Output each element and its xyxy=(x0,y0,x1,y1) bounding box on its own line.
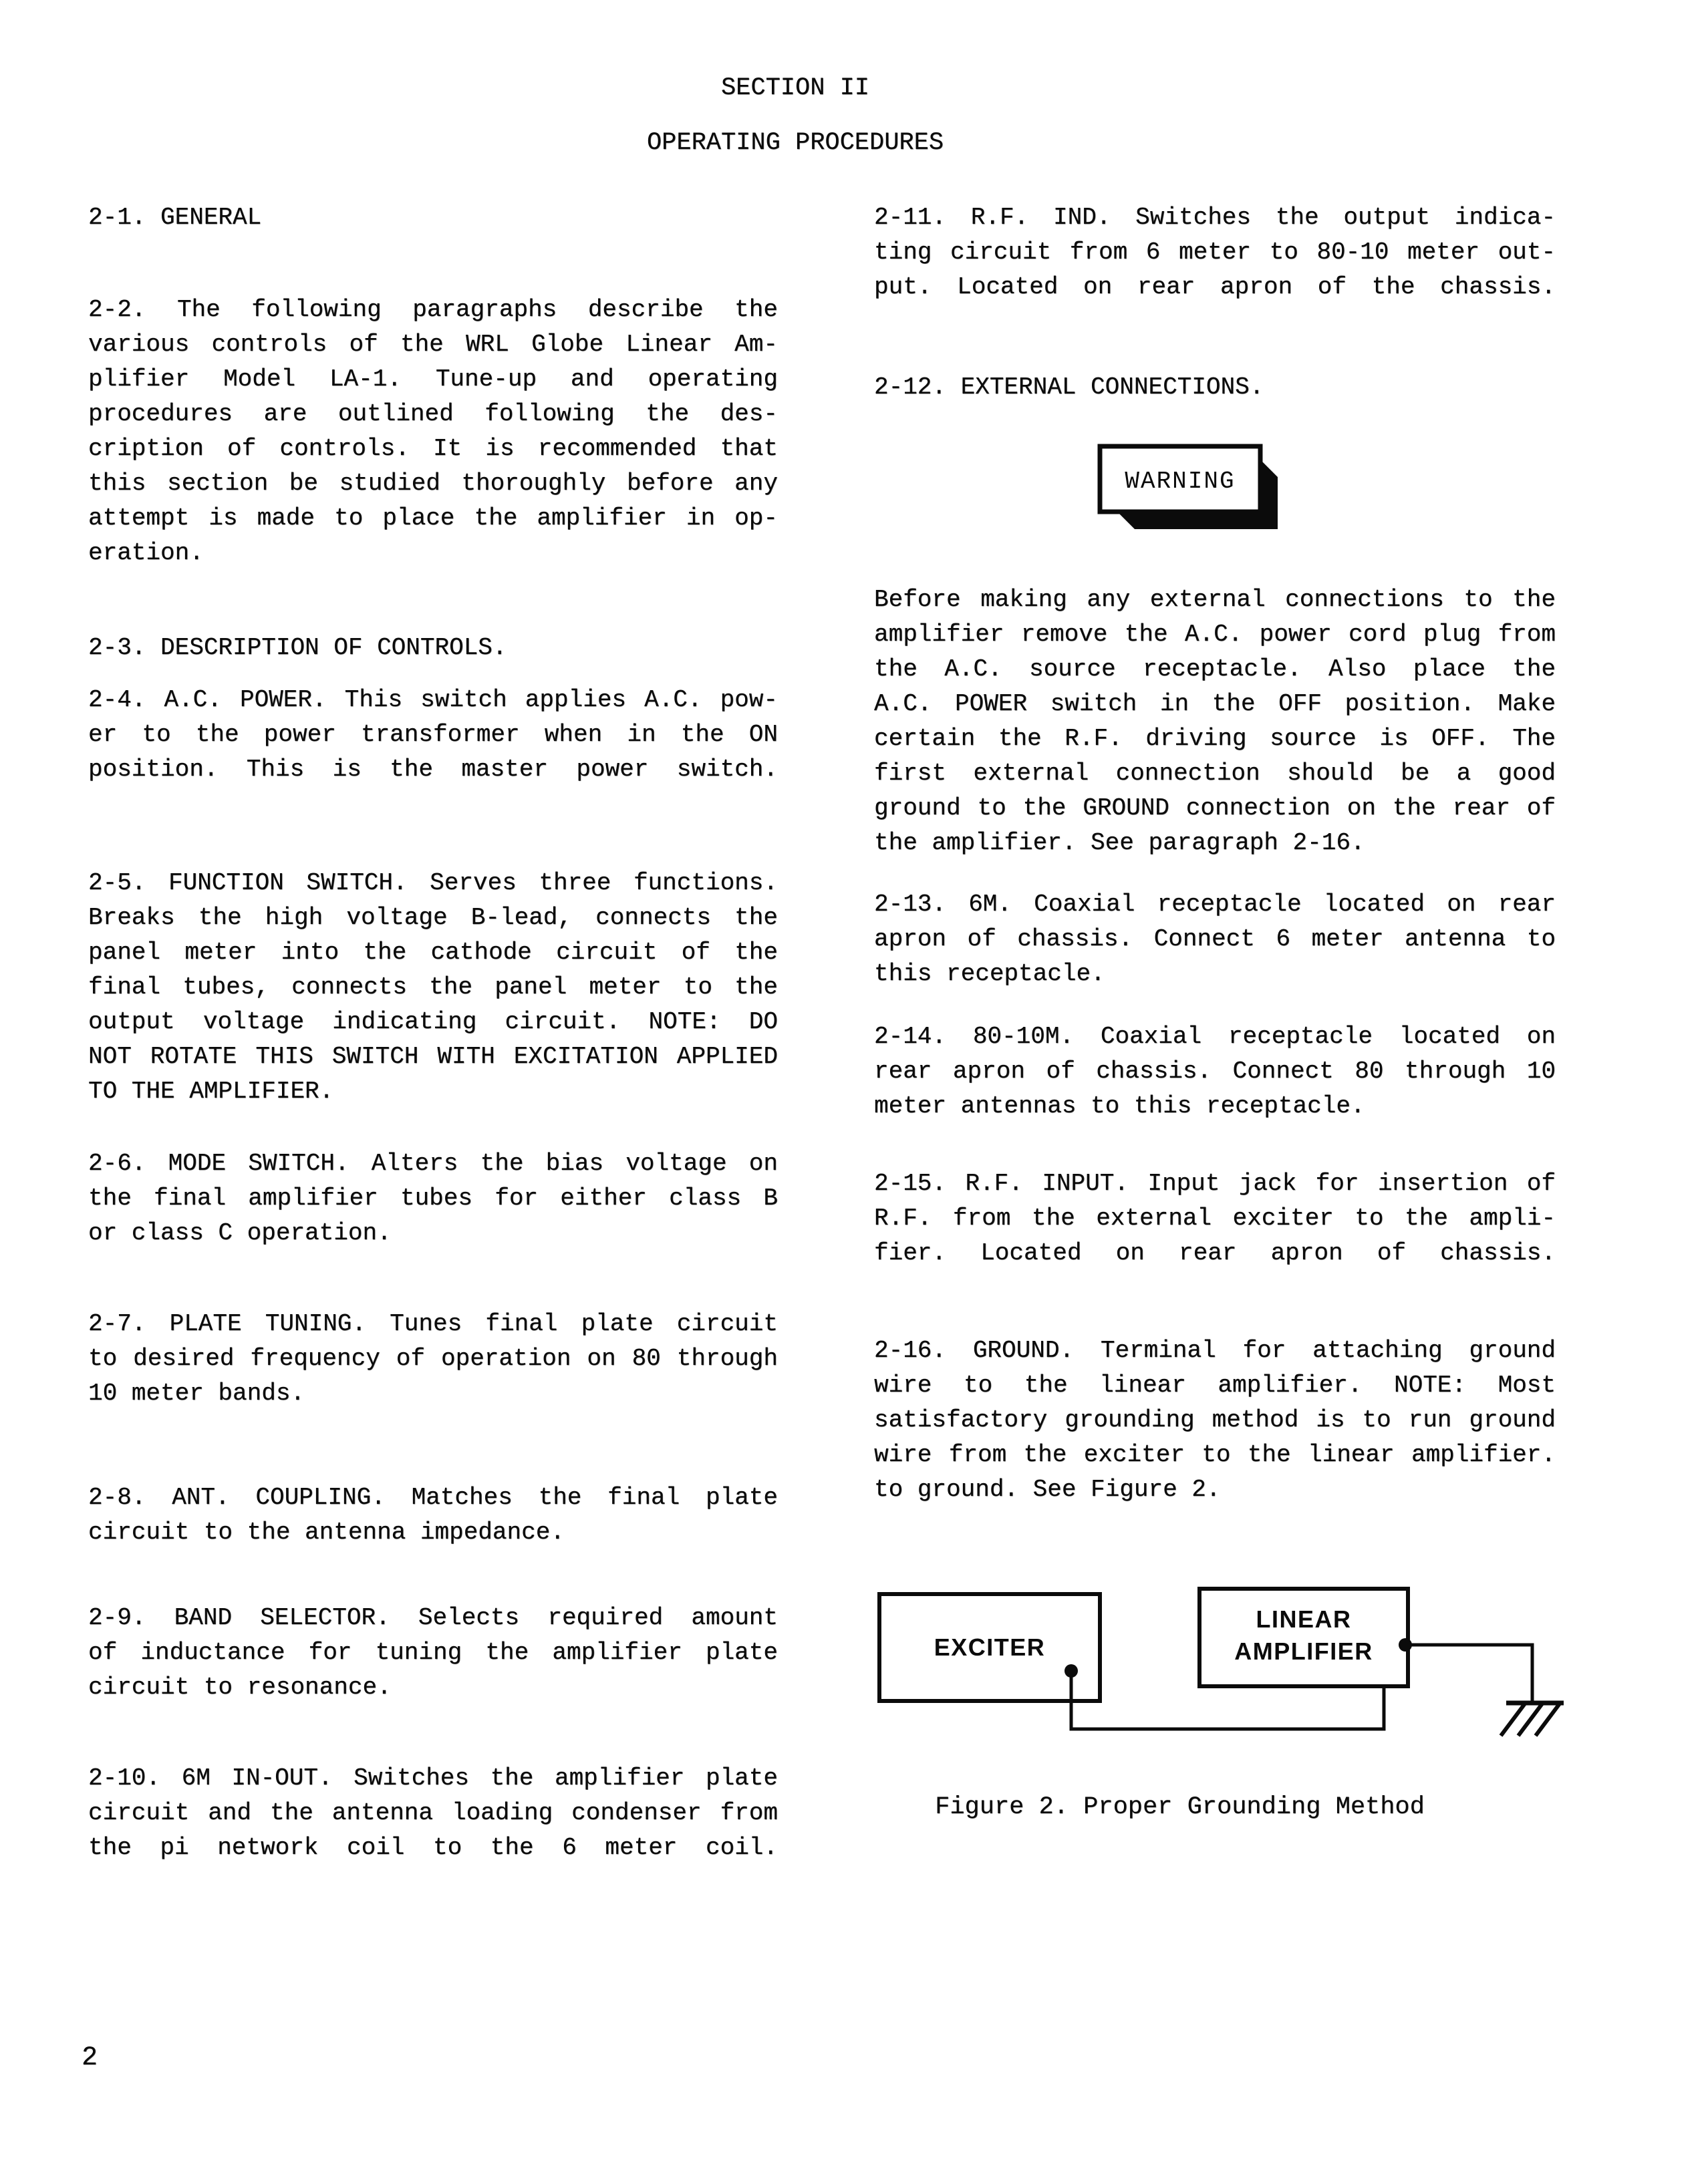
text-line: the amplifier. See paragraph 2-16. xyxy=(874,829,1365,856)
text-line: the final amplifier tubes for either class B xyxy=(88,1185,778,1212)
text-line: 2-11. R.F. IND. Switches the output indica- xyxy=(874,204,1556,231)
section-heading: 2-1. GENERAL xyxy=(88,204,262,231)
text-line: A.C. POWER switch in the OFF position. Make xyxy=(874,690,1556,718)
paragraph xyxy=(88,683,778,787)
text-line: cription of controls. It is recommended that xyxy=(88,435,778,462)
text-line: 2-8. ANT. COUPLING. Matches the final plate xyxy=(88,1484,778,1511)
linear-amplifier-label-line1: LINEAR xyxy=(1256,1605,1352,1633)
paragraph xyxy=(88,1761,778,1865)
linear-amplifier-label-line2: AMPLIFIER xyxy=(1234,1637,1373,1665)
text-line: circuit to the antenna impedance. xyxy=(88,1519,565,1546)
paragraph xyxy=(88,1601,778,1705)
text-line: rear apron of chassis. Connect 80 through 10 xyxy=(874,1058,1556,1085)
text-line: 2-10. 6M IN-OUT. Switches the amplifier plate xyxy=(88,1764,778,1792)
ground-wire-amplifier-to-earth xyxy=(1405,1645,1532,1702)
text-line: ground to the GROUND connection on the rear of xyxy=(874,794,1556,822)
section-heading: 2-3. DESCRIPTION OF CONTROLS. xyxy=(88,634,507,661)
text-line: NOT ROTATE THIS SWITCH WITH EXCITATION APPLIED xyxy=(88,1043,778,1070)
text-line: put. Located on rear apron of the chassis. xyxy=(874,273,1556,301)
text-line: satisfactory grounding method is to run ground xyxy=(874,1406,1556,1434)
text-line: circuit to resonance. xyxy=(88,1674,392,1701)
text-line: this receptacle. xyxy=(874,960,1105,987)
paragraph xyxy=(88,293,778,571)
paragraph xyxy=(88,866,778,1109)
text-line: wire to the linear amplifier. NOTE: Most xyxy=(874,1372,1556,1399)
text-line: 2-16. GROUND. Terminal for attaching ground xyxy=(874,1337,1556,1364)
text-line: 2-7. PLATE TUNING. Tunes final plate circuit xyxy=(88,1310,778,1338)
text-line: procedures are outlined following the des- xyxy=(88,400,778,428)
text-line: certain the R.F. driving source is OFF. The xyxy=(874,725,1556,752)
text-line: attempt is made to place the amplifier in op- xyxy=(88,504,778,532)
paragraph xyxy=(88,1480,778,1550)
text-line: R.F. from the external exciter to the ampli- xyxy=(874,1205,1556,1232)
paragraph xyxy=(874,1020,1556,1124)
text-line: ting circuit from 6 meter to 80-10 meter out- xyxy=(874,239,1556,266)
text-line: Breaks the high voltage B-lead, connects the xyxy=(88,904,778,931)
text-line: 2-9. BAND SELECTOR. Selects required amount xyxy=(88,1604,778,1631)
text-line: position. This is the master power switch. xyxy=(88,756,778,783)
warning-label: WARNING xyxy=(1125,468,1236,495)
text-line: first external connection should be a good xyxy=(874,760,1556,787)
text-line: wire from the exciter to the linear amplifier. xyxy=(874,1441,1556,1468)
text-line: this section be studied thoroughly before any xyxy=(88,470,778,497)
paragraph xyxy=(874,1334,1556,1507)
text-line: 2-2. The following paragraphs describe the xyxy=(88,296,778,323)
text-line: circuit and the antenna loading condenser from xyxy=(88,1799,778,1827)
text-line: 2-15. R.F. INPUT. Input jack for insertion of xyxy=(874,1170,1556,1197)
warning-callout xyxy=(1095,441,1315,541)
text-line: of inductance for tuning the amplifier plate xyxy=(88,1639,778,1666)
grounding-diagram xyxy=(874,1575,1609,1776)
paragraph xyxy=(874,1166,1556,1271)
text-line: output voltage indicating circuit. NOTE: DO xyxy=(88,1008,778,1036)
text-line: apron of chassis. Connect 6 meter antenna to xyxy=(874,925,1556,953)
text-line: Before making any external connections to the xyxy=(874,586,1556,613)
section-heading: 2-12. EXTERNAL CONNECTIONS. xyxy=(874,373,1264,401)
text-line: 2-4. A.C. POWER. This switch applies A.C. pow- xyxy=(88,686,778,714)
section-subtitle: OPERATING PROCEDURES xyxy=(646,129,944,157)
text-line: amplifier remove the A.C. power cord plug from xyxy=(874,621,1556,648)
text-line: to desired frequency of operation on 80 through xyxy=(88,1345,778,1372)
text-line: plifier Model LA-1. Tune-up and operating xyxy=(88,365,778,393)
left-column xyxy=(88,0,778,2184)
text-line: 2-13. 6M. Coaxial receptacle located on rear xyxy=(874,891,1556,918)
text-line: TO THE AMPLIFIER. xyxy=(88,1078,334,1105)
text-line: to ground. See Figure 2. xyxy=(874,1476,1221,1503)
text-line: the A.C. source receptacle. Also place the xyxy=(874,655,1556,683)
text-line: the pi network coil to the 6 meter coil. xyxy=(88,1834,778,1861)
text-line: various controls of the WRL Globe Linear Am- xyxy=(88,331,778,358)
text-line: eration. xyxy=(88,539,204,567)
text-line: 2-14. 80-10M. Coaxial receptacle located on xyxy=(874,1023,1556,1050)
paragraph xyxy=(874,200,1556,305)
right-column xyxy=(874,0,1556,2184)
grounding-figure xyxy=(874,1575,1609,1821)
text-line: or class C operation. xyxy=(88,1219,392,1247)
section-title: SECTION II xyxy=(720,74,870,102)
text-line: 2-6. MODE SWITCH. Alters the bias voltage on xyxy=(88,1150,778,1177)
text-line: 10 meter bands. xyxy=(88,1380,305,1407)
paragraph xyxy=(874,583,1556,861)
text-line: er to the power transformer when in the ON xyxy=(88,721,778,748)
text-line: meter antennas to this receptacle. xyxy=(874,1092,1365,1120)
page-number: 2 xyxy=(82,2043,98,2073)
figure-caption: Figure 2. Proper Grounding Method xyxy=(935,1793,1425,1821)
paragraph xyxy=(88,1307,778,1411)
text-line: 2-5. FUNCTION SWITCH. Serves three functions. xyxy=(88,869,778,897)
earth-ground-icon xyxy=(1501,1703,1564,1736)
exciter-label: EXCITER xyxy=(934,1633,1046,1661)
warning-box-graphic xyxy=(1095,441,1308,541)
paragraph xyxy=(88,1146,778,1251)
paragraph xyxy=(874,887,1556,991)
text-line: fier. Located on rear apron of chassis. xyxy=(874,1239,1556,1267)
text-line: final tubes, connects the panel meter to the xyxy=(88,973,778,1001)
ground-wire-exciter-to-amplifier xyxy=(1071,1671,1384,1729)
text-line: panel meter into the cathode circuit of the xyxy=(88,939,778,966)
